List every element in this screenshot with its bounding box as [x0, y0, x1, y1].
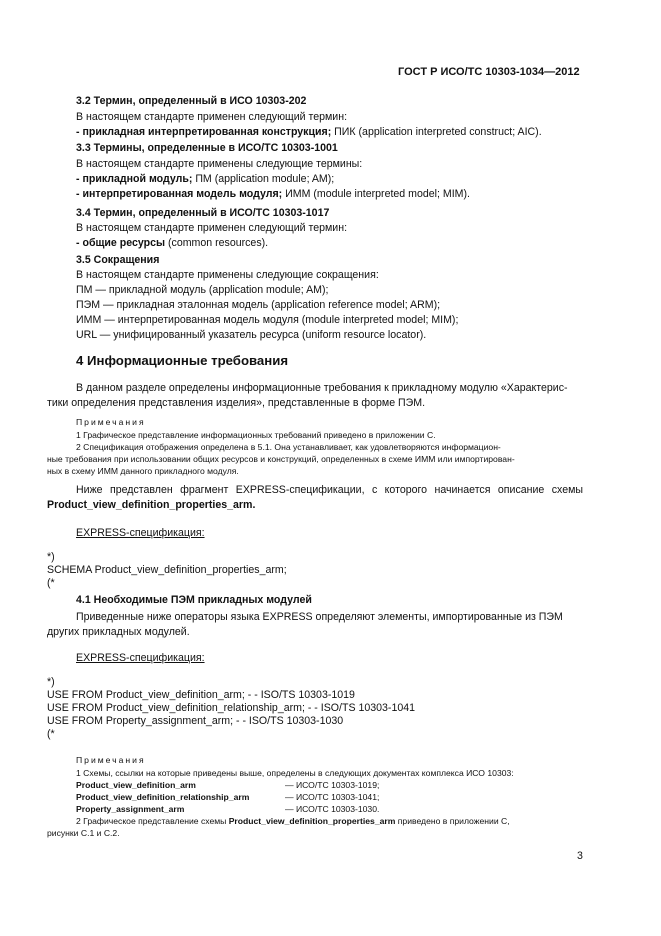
- code-line: SCHEMA Product_view_definition_properties_arm;: [47, 564, 287, 576]
- term-rest: (common resources).: [165, 237, 269, 249]
- code-line: *): [47, 551, 55, 563]
- abbreviation-item: ПМ — прикладной модуль (application module; AM);: [76, 284, 329, 296]
- abbreviation-item: URL — унифицированный указатель ресурса (uniform resource locator).: [76, 329, 427, 341]
- section-3-5-intro: В настоящем стандарте применены следующие сокращения:: [76, 269, 379, 281]
- ref-schema-doc: — ИСО/ТС 10303-1041;: [285, 792, 380, 802]
- code-line: (*: [47, 577, 55, 589]
- section-4-para-1-line-2: тики определения представления изделия», представленные в форме ПЭМ.: [47, 397, 426, 409]
- section-4-1-title: 4.1 Необходимые ПЭМ прикладных модулей: [76, 594, 312, 606]
- note-1: 1 Графическое представление информационных требований приведено в приложении С.: [76, 430, 436, 440]
- section-4-1-para-line-1: Приведенные ниже операторы языка EXPRESS определяют элементы, импортированные из ПЭМ: [76, 611, 563, 623]
- section-3-2-intro: В настоящем стандарте применен следующий термин:: [76, 111, 348, 123]
- note-2-schema: Product_view_definition_properties_arm: [228, 816, 396, 826]
- ref-schema-doc: — ИСО/ТС 10303-1030.: [285, 804, 380, 814]
- note-2: [76, 816, 510, 827]
- term-rest: ПМ (application module; AM);: [192, 173, 335, 185]
- express-spec-label: EXPRESS-спецификация:: [76, 652, 205, 664]
- section-3-4-title: 3.4 Термин, определенный в ИСО/ТС 10303-1017: [76, 207, 330, 219]
- code-line: USE FROM Product_view_definition_relationship_arm; - - ISO/TS 10303-1041: [47, 702, 416, 714]
- note-2-pre: 2 Графическое представление схемы: [76, 816, 229, 826]
- section-3-3-intro: В настоящем стандарте применены следующие термины:: [76, 158, 363, 170]
- section-4-para-1-line-1: В данном разделе определены информационные требования к прикладному модулю «Характерис-: [76, 382, 568, 394]
- note-2-line-1: 2 Спецификация отображения определена в 5.1. Она устанавливает, как удовлетворяются информацион-: [76, 442, 501, 452]
- section-4-para-2-line-1: Ниже представлен фрагмент EXPRESS-спецификации, с которого начинается описание схемы: [76, 484, 583, 496]
- code-line: *): [47, 676, 55, 688]
- term-rest: ПИК (application interpreted construct; AIC).: [331, 126, 542, 138]
- term-bold: - общие ресурсы: [76, 237, 166, 249]
- note-2-line-3: ных в схему ИММ данного прикладного модуля.: [47, 466, 239, 476]
- ref-schema-name: Property_assignment_arm: [76, 804, 185, 814]
- section-3-2-title: 3.2 Термин, определенный в ИСО 10303-202: [76, 95, 307, 107]
- term-bold: - прикладной модуль;: [76, 173, 193, 185]
- term-bold: - интерпретированная модель модуля;: [76, 188, 283, 200]
- notes-heading: Примечания: [76, 417, 146, 427]
- section-3-3-title: 3.3 Термины, определенные в ИСО/ТС 10303-1001: [76, 142, 338, 154]
- code-line: (*: [47, 728, 55, 740]
- term-bold: - прикладная интерпретированная конструкция;: [76, 126, 332, 138]
- notes-heading: Примечания: [76, 755, 146, 765]
- term-rest: ИММ (module interpreted model; MIM).: [282, 188, 470, 200]
- section-4-1-para-line-2: других прикладных модулей.: [47, 626, 190, 638]
- note-2-post: приведено в приложении С,: [395, 816, 510, 826]
- express-spec-label: EXPRESS-спецификация:: [76, 527, 205, 539]
- ref-schema-name: Product_view_definition_arm: [76, 780, 196, 790]
- ref-schema-name: Product_view_definition_relationship_arm: [76, 792, 250, 802]
- section-3-4-term: [76, 237, 268, 250]
- abbreviation-item: ПЭМ — прикладная эталонная модель (application reference model; ARM);: [76, 299, 441, 311]
- section-3-3-term-2: [76, 188, 470, 201]
- note-1: 1 Схемы, ссылки на которые приведены выше, определены в следующих документах комплекса ИСО 10303:: [76, 768, 514, 778]
- section-4-para-2-line-2: Product_view_definition_properties_arm.: [47, 499, 256, 511]
- document-code-header: ГОСТ Р ИСО/ТС 10303-1034—2012: [398, 66, 580, 78]
- note-2-line-2: рисунки С.1 и С.2.: [47, 828, 120, 838]
- note-2-line-2: ные требования при использовании общих ресурсов и конструкций, определенных в схеме ИММ или импортирован-: [47, 454, 515, 464]
- ref-schema-doc: — ИСО/ТС 10303-1019;: [285, 780, 380, 790]
- code-line: USE FROM Product_view_definition_arm; - - ISO/TS 10303-1019: [47, 689, 355, 701]
- section-3-2-term: [76, 126, 542, 139]
- section-4-title: 4 Информационные требования: [76, 353, 289, 368]
- section-3-4-intro: В настоящем стандарте применен следующий термин:: [76, 222, 348, 234]
- page-number: 3: [577, 850, 583, 862]
- abbreviation-item: ИММ — интерпретированная модель модуля (module interpreted model; MIM);: [76, 314, 459, 326]
- code-line: USE FROM Property_assignment_arm; - - ISO/TS 10303-1030: [47, 715, 344, 727]
- section-3-5-title: 3.5 Сокращения: [76, 254, 160, 266]
- section-3-3-term-1: [76, 173, 334, 186]
